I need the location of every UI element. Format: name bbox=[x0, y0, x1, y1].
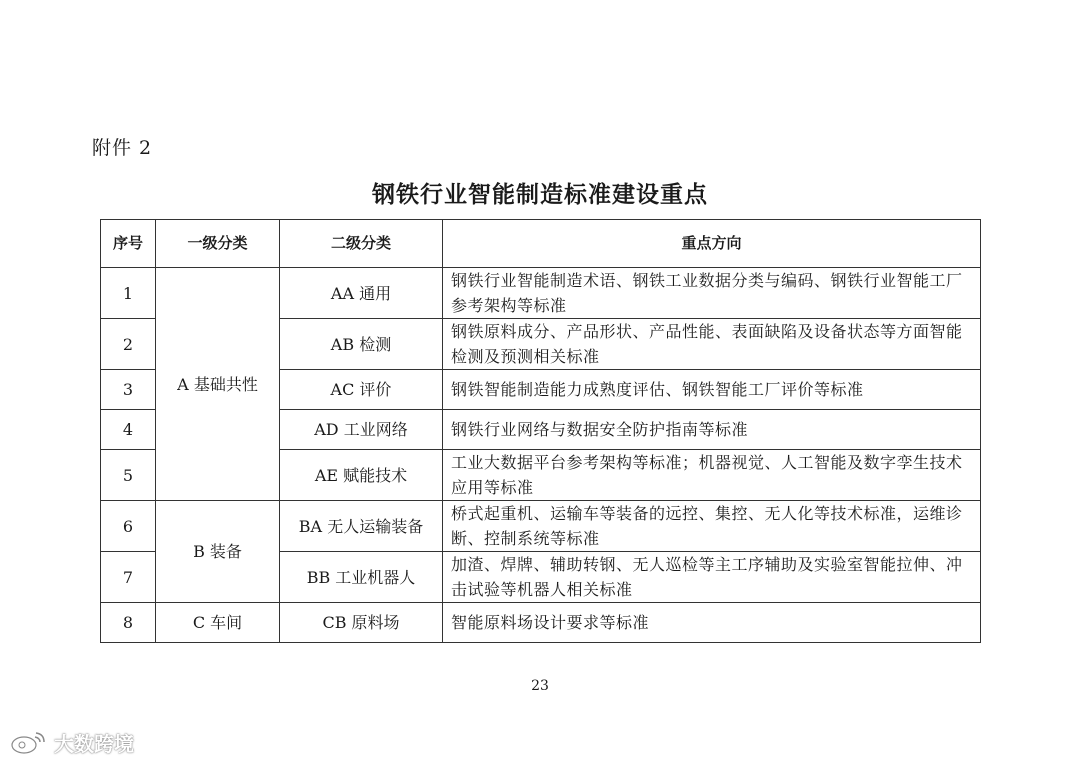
document-title: 钢铁行业智能制造标准建设重点 bbox=[372, 182, 708, 208]
header-level1: 一级分类 bbox=[156, 220, 280, 268]
watermark bbox=[10, 728, 134, 756]
table-header-row bbox=[101, 220, 981, 268]
focus-direction: 智能原料场设计要求等标准 bbox=[443, 603, 981, 643]
sub-category: AC 评价 bbox=[280, 370, 443, 410]
attachment-label: 附件 2 bbox=[92, 137, 153, 159]
sub-category: BA 无人运输装备 bbox=[280, 501, 443, 552]
row-no: 1 bbox=[101, 268, 156, 319]
focus-direction: 钢铁行业网络与数据安全防护指南等标准 bbox=[443, 410, 981, 450]
row-no: 7 bbox=[101, 552, 156, 603]
sub-category: BB 工业机器人 bbox=[280, 552, 443, 603]
sub-category: AA 通用 bbox=[280, 268, 443, 319]
sub-category: AE 赋能技术 bbox=[280, 450, 443, 501]
row-no: 8 bbox=[101, 603, 156, 643]
row-no: 6 bbox=[101, 501, 156, 552]
page-number: 23 bbox=[531, 678, 549, 694]
focus-direction: 加渣、焊牌、辅助转钢、无人巡检等主工序辅助及实验室智能拉伸、冲击试验等机器人相关标准 bbox=[443, 552, 981, 603]
focus-direction: 桥式起重机、运输车等装备的远控、集控、无人化等技术标准，运维诊断、控制系统等标准 bbox=[443, 501, 981, 552]
group-cell: A 基础共性 bbox=[156, 268, 280, 501]
sub-category: CB 原料场 bbox=[280, 603, 443, 643]
weibo-logo-icon bbox=[10, 729, 48, 755]
focus-direction: 钢铁原料成分、产品形状、产品性能、表面缺陷及设备状态等方面智能检测及预测相关标准 bbox=[443, 319, 981, 370]
header-no: 序号 bbox=[101, 220, 156, 268]
table-row bbox=[101, 268, 981, 319]
group-cell: B 装备 bbox=[156, 501, 280, 603]
watermark-text: 大数跨境 bbox=[54, 731, 134, 756]
sub-category: AB 检测 bbox=[280, 319, 443, 370]
table-row bbox=[101, 501, 981, 552]
standards-table bbox=[100, 219, 981, 643]
sub-category: AD 工业网络 bbox=[280, 410, 443, 450]
table-row bbox=[101, 603, 981, 643]
focus-direction: 工业大数据平台参考架构等标准；机器视觉、人工智能及数字孪生技术应用等标准 bbox=[443, 450, 981, 501]
group-cell: C 车间 bbox=[156, 603, 280, 643]
row-no: 5 bbox=[101, 450, 156, 501]
header-level2: 二级分类 bbox=[280, 220, 443, 268]
row-no: 3 bbox=[101, 370, 156, 410]
header-focus: 重点方向 bbox=[443, 220, 981, 268]
row-no: 4 bbox=[101, 410, 156, 450]
focus-direction: 钢铁行业智能制造术语、钢铁工业数据分类与编码、钢铁行业智能工厂参考架构等标准 bbox=[443, 268, 981, 319]
focus-direction: 钢铁智能制造能力成熟度评估、钢铁智能工厂评价等标准 bbox=[443, 370, 981, 410]
row-no: 2 bbox=[101, 319, 156, 370]
